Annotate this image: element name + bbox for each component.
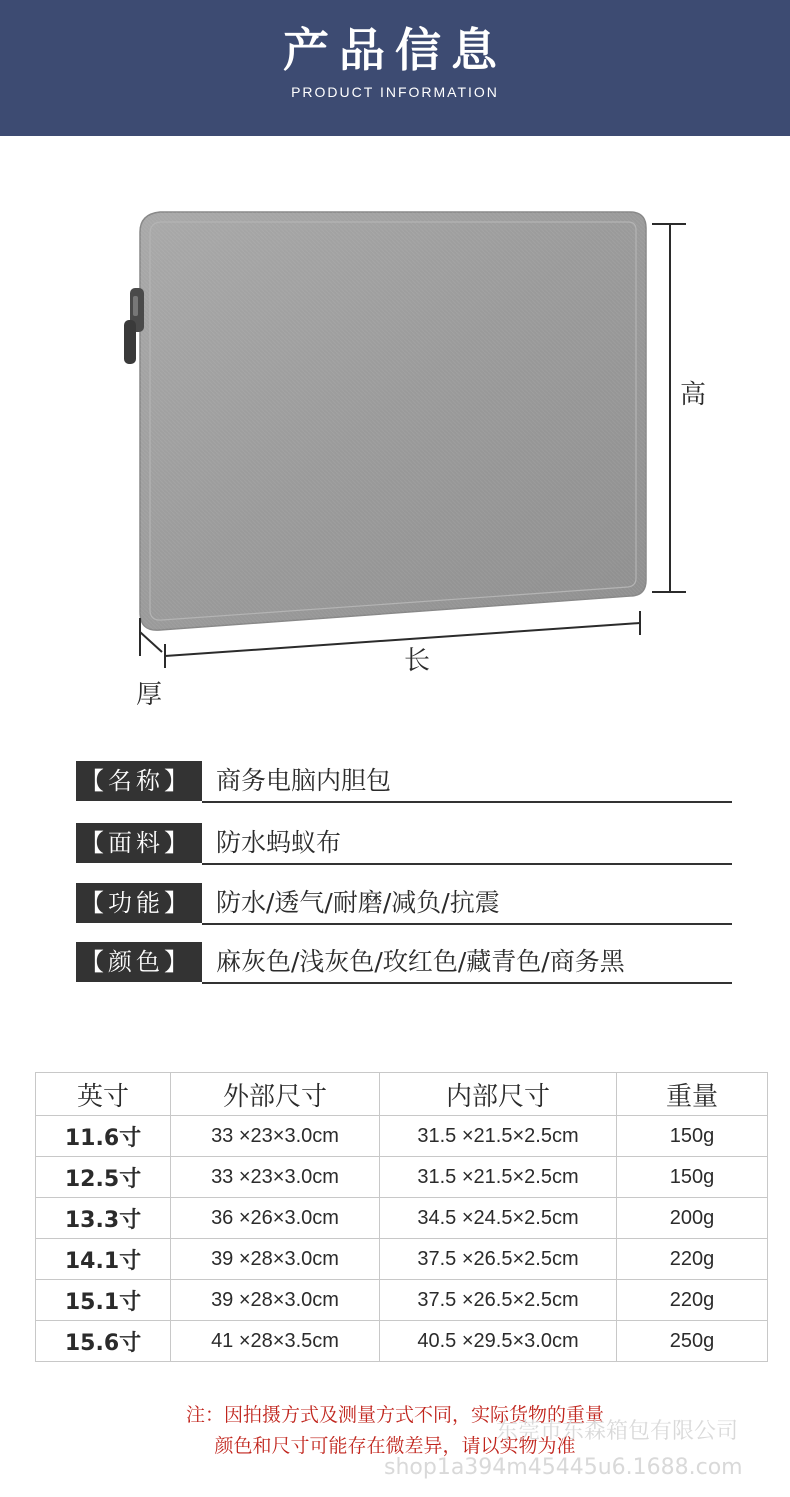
laptop-sleeve-image [0,200,790,720]
size-table [35,1072,768,1362]
header-banner [0,0,790,136]
spec-value: 麻灰色/浅灰色/玫红色/藏青色/商务黑 [216,947,625,976]
weight-cell: 250g [617,1321,768,1362]
spec-row-color [76,942,732,982]
height-label: 高 [680,380,707,410]
weight-cell: 200g [617,1198,768,1239]
table-row [36,1280,768,1321]
divider [202,982,732,984]
inch-cell: 15.6寸 [36,1321,171,1362]
inner-size-cell: 37.5 ×26.5×2.5cm [380,1239,617,1280]
inch-cell: 13.3寸 [36,1198,171,1239]
spec-value: 商务电脑内胆包 [216,766,392,795]
spec-row-name [76,761,732,801]
spec-value: 防水蚂蚁布 [216,828,342,857]
length-label: 长 [404,646,431,676]
spec-key: 【名称】 [76,761,202,801]
outer-size-cell: 39 ×28×3.0cm [171,1239,380,1280]
table-row [36,1157,768,1198]
inch-cell: 12.5寸 [36,1157,171,1198]
table-row [36,1321,768,1362]
spec-row-function [76,883,732,923]
inch-cell: 11.6寸 [36,1116,171,1157]
table-row [36,1239,768,1280]
weight-cell: 220g [617,1280,768,1321]
outer-size-cell: 33 ×23×3.0cm [171,1116,380,1157]
column-header-outer-size: 外部尺寸 [171,1073,380,1116]
weight-cell: 220g [617,1239,768,1280]
note-line-2: 颜色和尺寸可能存在微差异，请以实物为准 [214,1435,576,1457]
spec-key: 【颜色】 [76,942,202,982]
spec-key: 【功能】 [76,883,202,923]
column-header-inch: 英寸 [36,1073,171,1116]
column-header-inner-size: 内部尺寸 [380,1073,617,1116]
spec-row-material [76,823,732,863]
spec-value: 防水/透气/耐磨/减负/抗震 [216,888,500,917]
inner-size-cell: 40.5 ×29.5×3.0cm [380,1321,617,1362]
spec-key: 【面料】 [76,823,202,863]
inner-size-cell: 31.5 ×21.5×2.5cm [380,1116,617,1157]
table-row [36,1116,768,1157]
inch-cell: 14.1寸 [36,1239,171,1280]
column-header-weight: 重量 [617,1073,768,1116]
url-watermark: shop1a394m45445u6.1688.com [384,1455,743,1480]
weight-cell: 150g [617,1116,768,1157]
outer-size-cell: 39 ×28×3.0cm [171,1280,380,1321]
note-line-1: 注：因拍摄方式及测量方式不同，实际货物的重量 [185,1404,604,1426]
divider [202,863,732,865]
inner-size-cell: 37.5 ×26.5×2.5cm [380,1280,617,1321]
divider [202,801,732,803]
company-watermark: 东莞市东森箱包有限公司 [496,1419,739,1444]
inch-cell: 15.1寸 [36,1280,171,1321]
table-header-row [36,1073,768,1116]
thickness-label: 厚 [136,680,163,710]
table-row [36,1198,768,1239]
weight-cell: 150g [617,1157,768,1198]
page-title: 产品信息 [283,23,507,77]
outer-size-cell: 41 ×28×3.5cm [171,1321,380,1362]
divider [202,923,732,925]
inner-size-cell: 31.5 ×21.5×2.5cm [380,1157,617,1198]
inner-size-cell: 34.5 ×24.5×2.5cm [380,1198,617,1239]
product-figure [0,200,790,720]
outer-size-cell: 36 ×26×3.0cm [171,1198,380,1239]
outer-size-cell: 33 ×23×3.0cm [171,1157,380,1198]
page-subtitle: PRODUCT INFORMATION [291,84,499,100]
